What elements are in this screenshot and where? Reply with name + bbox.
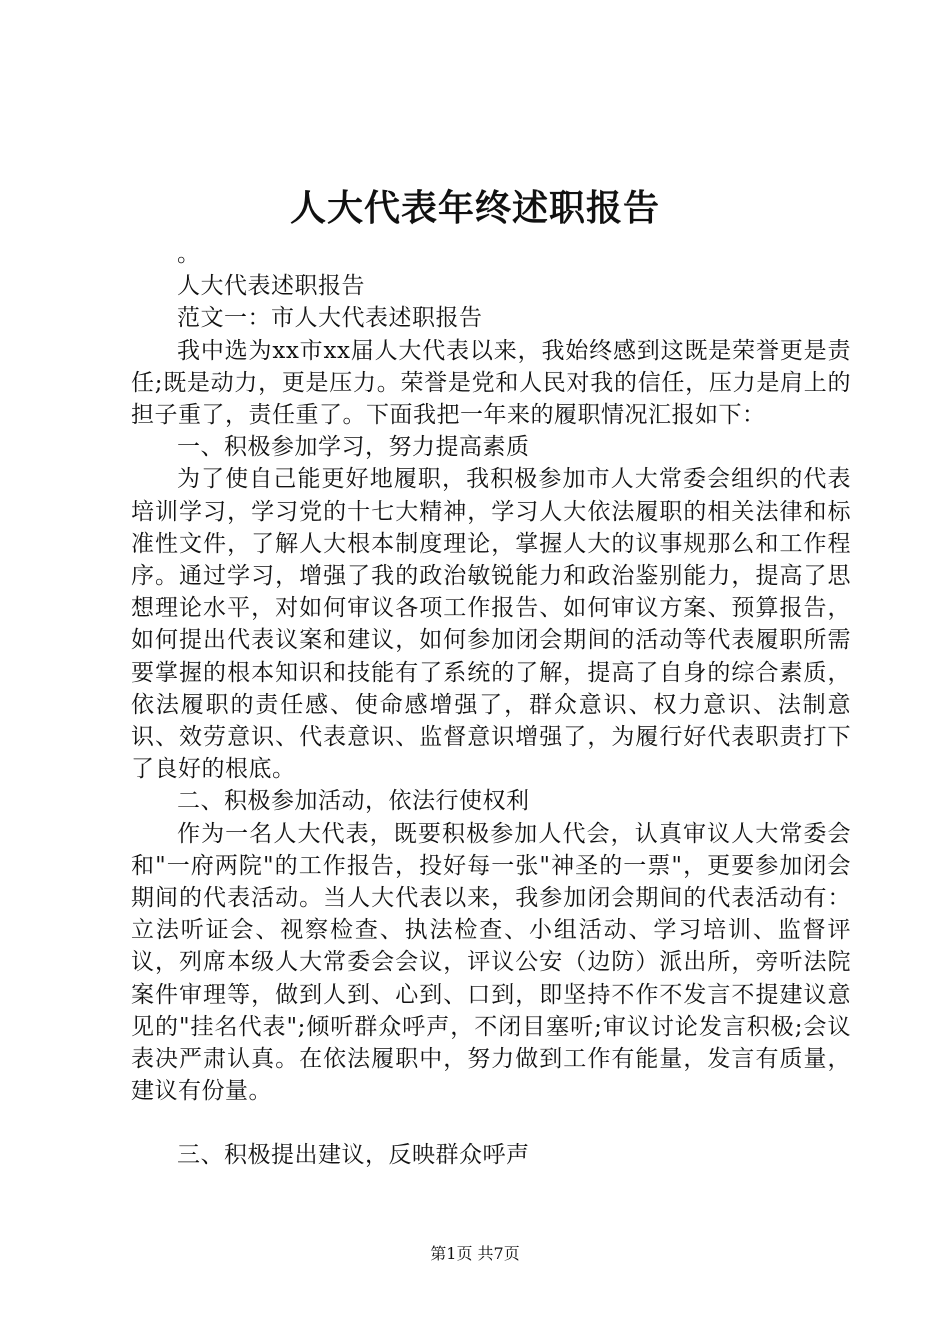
body-paragraph: 作为一名人大代表，既要积极参加人代会，认真审议人大常委会和"一府两院"的工作报告，投好每一张"神圣的一票"，更要参加闭会期间的代表活动。当人大代表以来，我参加闭会期间的代表活动有：立法听证会、视察检查、执法检查、小组活动、学习培训、监督评议，列席本级人大常委会会议，评议公安（边防）派出所，旁听法院案件审理等，做到人到、心到、口到，即坚持不作不发言不提建议意见的"挂名代表";倾听群众呼声，不闭目塞听;审议讨论发言积极;会议表决严肃认真。在依法履职中，努力做到工作有能量，发言有质量，建议有份量。 xyxy=(131,820,851,1105)
document-body xyxy=(131,238,851,1172)
body-paragraph: 我中选为xx市xx届人大代表以来，我始终感到这既是荣誉更是责任;既是动力，更是压力。荣誉是党和人民对我的信任，压力是肩上的担子重了，责任重了。下面我把一年来的履职情况汇报如下： xyxy=(131,337,851,429)
page-number: 第1页 共7页 xyxy=(430,1244,520,1263)
section-heading: 一、积极参加学习，努力提高素质 xyxy=(177,434,530,461)
document-title: 人大代表年终述职报告 xyxy=(289,187,660,229)
body-paragraph: 为了使自己能更好地履职，我积极参加市人大常委会组织的代表培训学习，学习党的十七大精神，学习人大依法履职的相关法律和标准性文件，了解人大根本制度理论，掌握人大的议事规那么和工作程序。通过学习，增强了我的政治敏锐能力和政治鉴别能力，提高了思想理论水平，对如何审议各项工作报告、如何审议方案、预算报告，如何提出代表议案和建议，如何参加闭会期间的活动等代表履职所需要掌握的根本知识和技能有了系统的了解，提高了自身的综合素质，依法履职的责任感、使命感增强了，群众意识、权力意识、法制意识、效劳意识、代表意识、监督意识增强了，为履行好代表职责打下了良好的根底。 xyxy=(131,466,851,783)
section-heading: 二、积极参加活动，依法行使权利 xyxy=(177,788,530,815)
body-paragraph: 。 xyxy=(177,241,201,267)
body-heading: 人大代表述职报告 xyxy=(177,273,365,300)
body-heading: 范文一：市人大代表述职报告 xyxy=(177,305,483,332)
section-heading: 三、积极提出建议，反映群众呼声 xyxy=(177,1142,530,1169)
